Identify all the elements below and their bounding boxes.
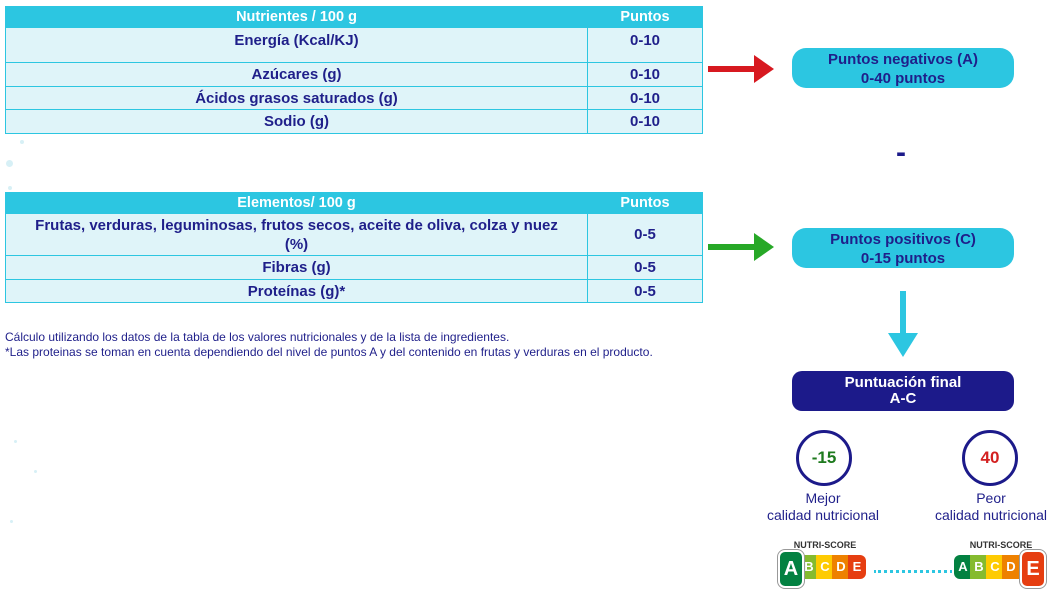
worst-quality-label (920, 490, 1059, 524)
best-score-circle: -15 (796, 430, 852, 486)
decorative-dot (10, 520, 13, 523)
final-score-title: Puntuación final (844, 374, 962, 391)
element-label: Proteínas (g)* (6, 280, 588, 303)
table-row (6, 110, 703, 134)
final-score-formula: A-C (889, 390, 917, 407)
points-value: 0-5 (588, 214, 703, 256)
down-arrow-icon (888, 291, 918, 357)
points-value: 0-5 (588, 256, 703, 280)
dotted-connector (873, 570, 953, 573)
nutriscore-title: NUTRI-SCORE (793, 540, 857, 550)
element-label: Fibras (g) (6, 256, 588, 280)
nutrient-label: Azúcares (g) (6, 63, 588, 87)
column-header-points: Puntos (588, 7, 703, 28)
positive-elements-table (5, 192, 703, 303)
best-quality-label (752, 490, 894, 524)
points-value: 0-10 (588, 63, 703, 87)
points-value: 0-10 (588, 87, 703, 110)
table-header-row (6, 193, 703, 214)
nutriscore-letters (954, 552, 1044, 582)
nutriscore-letter-e: E (1020, 550, 1046, 588)
points-value: 0-10 (588, 28, 703, 63)
positive-points-title: Puntos positivos (C) (830, 231, 976, 248)
worst-score-circle: 40 (962, 430, 1018, 486)
nutriscore-title: NUTRI-SCORE (969, 540, 1033, 550)
table-row (6, 214, 703, 256)
decorative-dot (20, 140, 24, 144)
worst-label-line1: Peor (976, 490, 1006, 506)
nutriscore-letter-a: A (954, 555, 972, 579)
negative-points-range: 0-40 puntos (860, 70, 946, 87)
column-header-nutrients: Nutrientes / 100 g (6, 7, 588, 28)
element-label: Frutas, verduras, leguminosas, frutos secos, aceite de oliva, colza y nuez (%) (6, 214, 588, 256)
nutriscore-letter-c: C (816, 555, 834, 579)
nutriscore-badge-best (776, 536, 874, 592)
table-row (6, 256, 703, 280)
negative-points-box (792, 48, 1014, 88)
nutriscore-letter-a: A (778, 550, 804, 588)
green-arrow-icon (708, 233, 774, 261)
proteins-footnote: *Las proteinas se toman en cuenta dependiendo del nivel de puntos A y del contenido en frutas y verduras en el producto. (5, 345, 653, 359)
nutriscore-badge-worst (952, 536, 1050, 592)
calculation-note: Cálculo utilizando los datos de la tabla de los valores nutricionales y de la lista de ingredientes. (5, 330, 510, 344)
table-row (6, 280, 703, 303)
nutriscore-letter-e: E (848, 555, 866, 579)
best-label-line1: Mejor (805, 490, 841, 506)
nutrient-label: Ácidos grasos saturados (g) (6, 87, 588, 110)
worst-label-line2: calidad nutricional (934, 507, 1048, 523)
positive-points-box (792, 228, 1014, 268)
nutriscore-letter-d: D (832, 555, 850, 579)
table-row (6, 63, 703, 87)
nutrient-label: Energía (Kcal/KJ) (6, 28, 588, 63)
nutriscore-letter-b: B (800, 555, 818, 579)
minus-sign: - (896, 136, 906, 169)
decorative-dot (14, 440, 17, 443)
decorative-dot (8, 186, 12, 190)
table-row (6, 87, 703, 110)
points-value: 0-5 (588, 280, 703, 303)
nutrient-label: Sodio (g) (6, 110, 588, 134)
nutriscore-letters (778, 552, 868, 582)
red-arrow-icon (708, 55, 774, 83)
column-header-points: Puntos (588, 193, 703, 214)
best-label-line2: calidad nutricional (766, 507, 880, 523)
nutriscore-letter-b: B (970, 555, 988, 579)
negative-points-title: Puntos negativos (A) (827, 51, 978, 68)
final-score-box (792, 371, 1014, 411)
points-value: 0-10 (588, 110, 703, 134)
decorative-dot (6, 160, 13, 167)
negative-nutrients-table (5, 6, 703, 134)
decorative-dot (34, 470, 37, 473)
table-row (6, 28, 703, 63)
table-header-row (6, 7, 703, 28)
nutriscore-letter-c: C (986, 555, 1004, 579)
column-header-elements: Elementos/ 100 g (6, 193, 588, 214)
nutriscore-letter-d: D (1002, 555, 1020, 579)
positive-points-range: 0-15 puntos (860, 250, 946, 267)
